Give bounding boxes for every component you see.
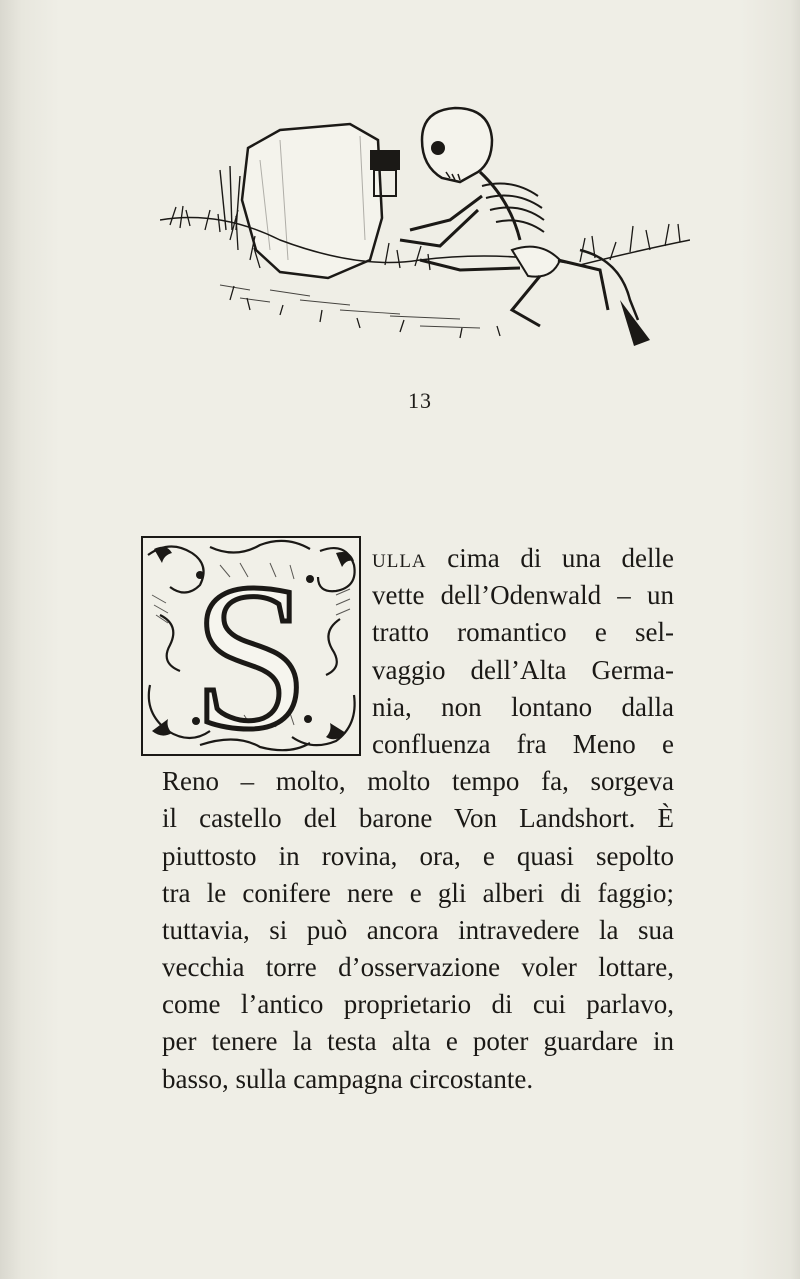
text-line: vaggio dell’Alta Germa-: [372, 654, 674, 685]
text-line: Reno – molto, molto tempo fa, sorgeva: [162, 766, 674, 797]
skeleton-vignette-icon: [160, 100, 690, 380]
text-line: piuttosto in rovina, ora, e quasi sepolto: [162, 840, 674, 871]
text-line: tuttavia, si può ancora intravedere la sua: [162, 914, 674, 945]
text-line: confluenza fra Meno e: [372, 728, 674, 759]
text-line: tra le conifere nere e gli alberi di faggio;: [162, 877, 674, 908]
body-text: [162, 540, 674, 1098]
text-line: vecchia torre d’osservazione voler lottare,: [162, 952, 674, 983]
text-line-content: cima di una delle: [426, 543, 674, 573]
text-line: basso, sulla campagna circostante.: [162, 1063, 534, 1094]
text-line: tratto romantico e sel-: [372, 617, 674, 648]
text-line: [372, 540, 674, 577]
text-line: nia, non lontano dalla: [372, 691, 674, 722]
drop-cap-letter: S: [192, 541, 310, 757]
page-number: 13: [408, 388, 432, 413]
first-word-smallcaps: ulla: [372, 543, 427, 573]
text-line: per tenere la testa alta e poter guardare in: [162, 1026, 674, 1057]
text-line: vette dell’Odenwald – un: [372, 580, 674, 611]
text-line: il castello del barone Von Landshort. È: [162, 803, 674, 834]
text-line: come l’antico proprietario di cui parlavo,: [162, 989, 674, 1020]
